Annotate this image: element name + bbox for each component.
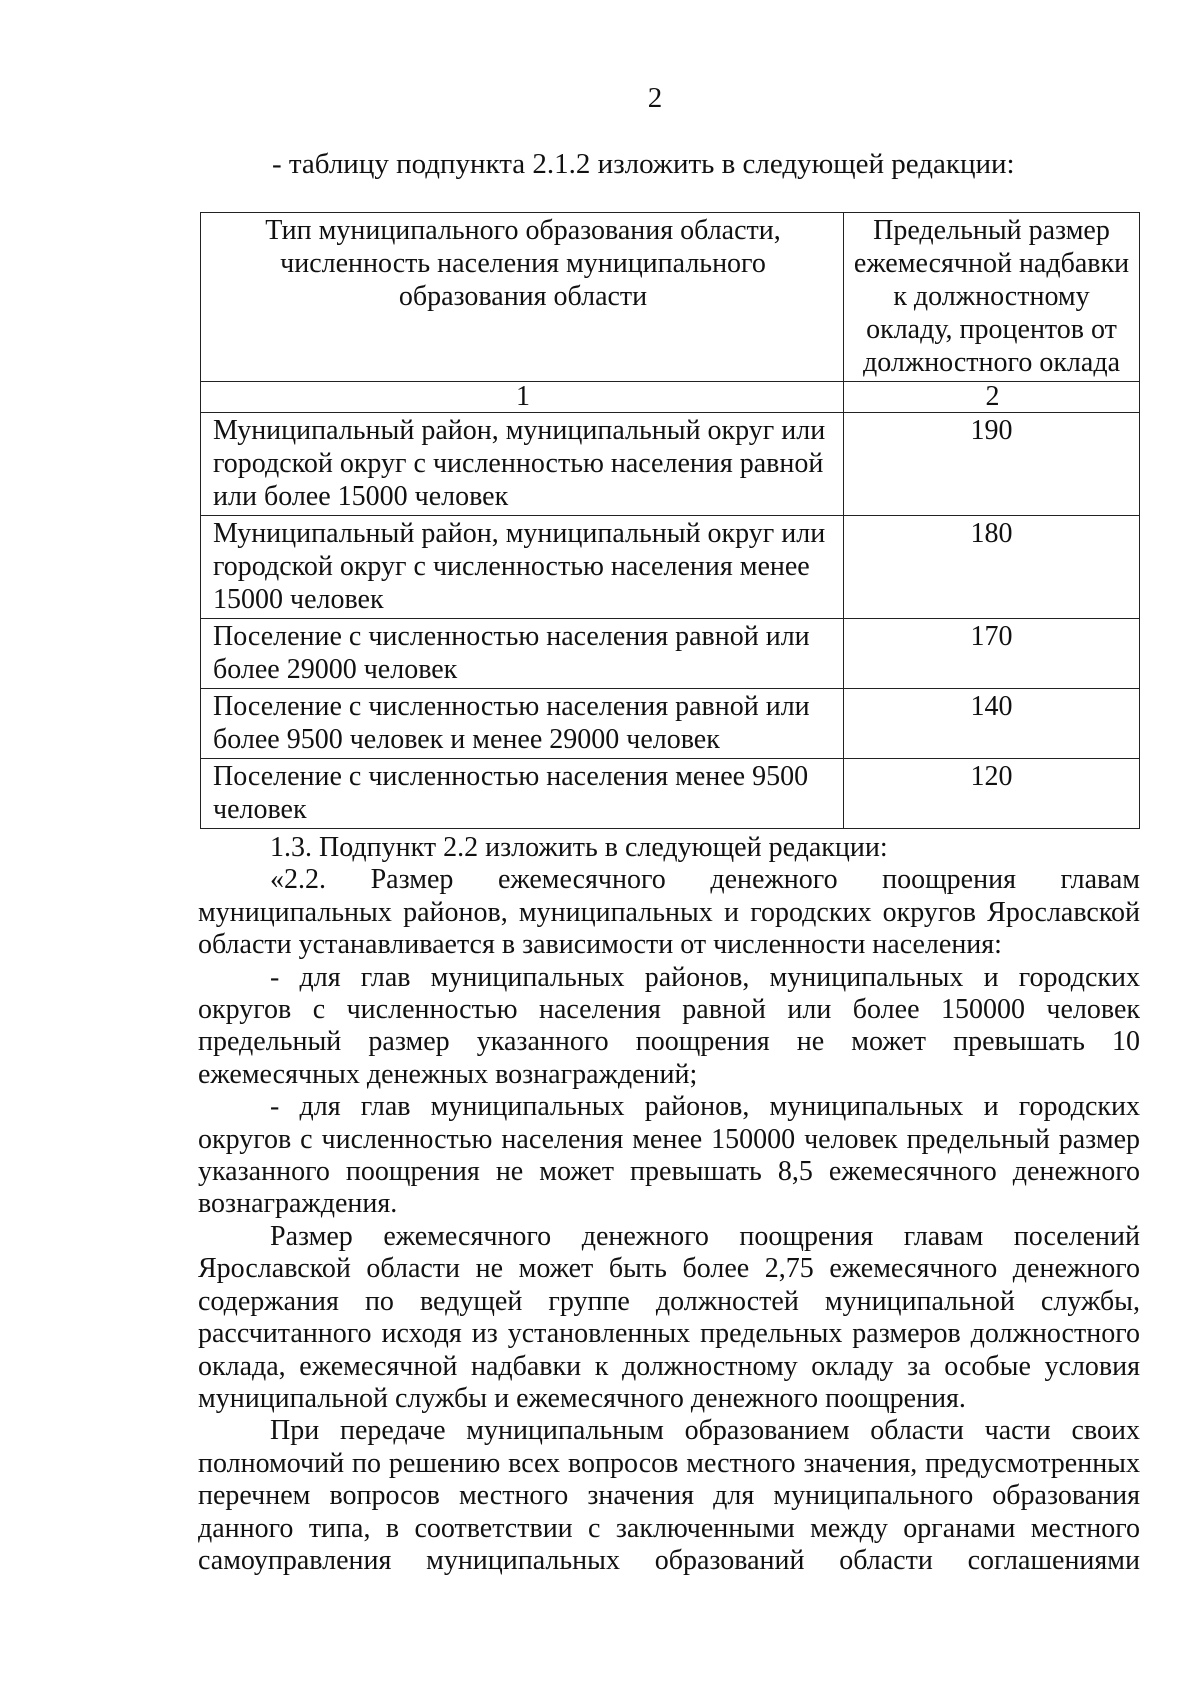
paragraph-bullet-small: - для глав муниципальных районов, муниципальных и городских округов с численностью населения менее 150000 человек предельный размер указанного поощрения не может превышать 8,5 ежемесячного денежного вознаграждения. — [198, 1091, 1140, 1220]
table-header-row — [201, 213, 1140, 382]
table-row — [201, 689, 1140, 759]
row-value-cell: 190 — [844, 413, 1140, 516]
table-row — [201, 516, 1140, 619]
row-value-cell: 180 — [844, 516, 1140, 619]
paragraph-2-2: «2.2. Размер ежемесячного денежного поощрения главам муниципальных районов, муниципальных и городских округов Ярославской области устанавливается в зависимости от численности населения: — [198, 864, 1140, 961]
row-type-cell: Поселение с численностью населения равной или более 29000 человек — [201, 619, 844, 689]
row-value-cell: 140 — [844, 689, 1140, 759]
row-type-cell: Муниципальный район, муниципальный округ или городской округ с численностью населения менее 15000 человек — [201, 516, 844, 619]
table-row — [201, 413, 1140, 516]
paragraph-1-3: 1.3. Подпункт 2.2 изложить в следующей редакции: — [270, 832, 888, 863]
body-text — [198, 832, 1140, 1577]
table-row — [201, 619, 1140, 689]
paragraph-settlements: Размер ежемесячного денежного поощрения главам поселений Ярославской области не может быть более 2,75 ежемесячного денежного содержания по ведущей группе должностей муниципальной службы, рассчитанного исходя из установленных предельных размеров должностного оклада, ежемесячной надбавки к должностному окладу за особые условия муниципальной службы и ежемесячного денежного поощрения. — [198, 1220, 1140, 1414]
row-value-cell: 120 — [844, 759, 1140, 829]
row-type-cell: Поселение с численностью населения равной или более 9500 человек и менее 29000 человек — [201, 689, 844, 759]
intro-line: - таблицу подпункта 2.1.2 изложить в следующей редакции: — [272, 148, 1015, 180]
row-type-cell: Муниципальный район, муниципальный округ или городской округ с численностью населения равной или более 15000 человек — [201, 413, 844, 516]
header-col-type: Тип муниципального образования области, численность населения муниципального образования области — [201, 213, 844, 382]
row-value-cell: 170 — [844, 619, 1140, 689]
table-row — [201, 759, 1140, 829]
table-numbering-row — [201, 382, 1140, 413]
numbering-col-1: 1 — [201, 382, 844, 413]
allowance-table — [200, 212, 1140, 829]
paragraph-transfer: При передаче муниципальным образованием области части своих полномочий по решению всех вопросов местного значения, предусмотренных перечнем вопросов местного значения для муниципального образования данного типа, в соответствии с заключенными между органами местного самоуправления муниципальных образований области соглашениями — [198, 1415, 1140, 1576]
header-col-limit: Предельный размер ежемесячной надбавки к должностному окладу, процентов от должностного оклада — [844, 213, 1140, 382]
row-type-cell: Поселение с численностью населения менее 9500 человек — [201, 759, 844, 829]
paragraph-bullet-large: - для глав муниципальных районов, муниципальных и городских округов с численностью населения равной или более 150000 человек предельный размер указанного поощрения не может превышать 10 ежемесячных денежных вознаграждений; — [198, 961, 1140, 1090]
numbering-col-2: 2 — [844, 382, 1140, 413]
page-number: 2 — [647, 82, 663, 114]
